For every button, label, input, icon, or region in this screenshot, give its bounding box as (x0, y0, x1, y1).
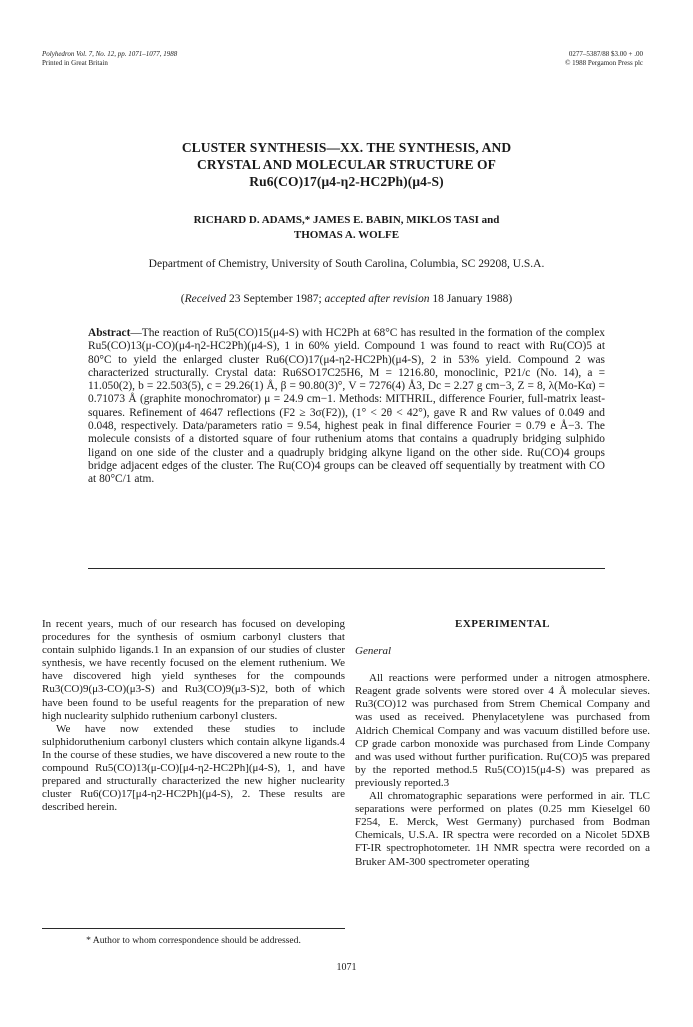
page-number: 1071 (336, 962, 357, 973)
title-line-2: CRYSTAL AND MOLECULAR STRUCTURE OF (197, 157, 496, 172)
accepted-label: accepted after revision (324, 293, 430, 305)
abstract-text: —The reaction of Ru5(CO)15(μ4-S) with HC2Ph at 68°C has resulted in the formation of the complex Ru5(CO)13(μ-CO)(μ4-η2-HC2Ph)(μ4-S), 1 in 60% yield. Compound 1 was found to react with Ru(CO)5 at 80°C to yield the enlarged cluster Ru6(CO)17(μ4-η2-HC2Ph)(μ4-S), 2 in 53% yield. Compound 2 was characterized structurally. Crystal data: Ru6SO17C25H6, M = 1216.80, monoclinic, P21/c (No. 14), a = 11.050(2), b = 22.503(5), c = 29.26(1) Å, β = 90.80(3)°, V = 7276(4) Å3, Dc = 2.27 g cm−3, Z = 8, λ(Mo-Kα) = 0.71073 Å (graphite monochromator) μ = 24.9 cm−1. Methods: MITHRIL, difference Fourier, full-matrix least-squares. Refinement of 4647 reflections (F2 ≥ 3σ(F2)), (1° < 2θ < 42°), gave R and Rw values of 0.049 and 0.048, respectively. Data/parameters ratio = 9.54, highest peak in final difference Fourier = 0.79 e Å−3. The molecule consists of a distorted square of four ruthenium atoms that contains a quadruply bridging sulphido ligand on one side of the cluster and a quadruply bridging alkyne ligand on the other side. Ru(CO)4 groups bridge adjacent edges of the cluster. The Ru(CO)4 groups can be cleaved off sequentially by treatment with CO at 80°C/1 atm. (88, 327, 605, 486)
experimental-paragraph-2: All chromatographic separations were performed in air. TLC separations were performed on plates (0.25 mm Kieselgel 60 F254, E. Merck, West Germany) purchased from Bodman Chemicals, U.S.A. IR spectra were recorded on a Nicolet 5DXB FT-IR spectrophotometer. 1H NMR spectra were recorded on a Bruker AM-300 spectrometer operating (355, 790, 650, 868)
received-date: 23 September 1987; (226, 293, 325, 305)
introduction-column (42, 618, 345, 814)
abstract-label: Abstract (88, 327, 131, 339)
correspondence-footnote: * Author to whom correspondence should be addressed. (86, 935, 301, 946)
affiliation: Department of Chemistry, University of South Carolina, Columbia, SC 29208, U.S.A. (148, 258, 545, 270)
copyright-line: © 1988 Pergamon Press plc (565, 59, 643, 67)
accepted-date: 18 January 1988) (429, 293, 513, 305)
footnote-divider (42, 928, 345, 929)
authors-line-1: RICHARD D. ADAMS,* JAMES E. BABIN, MIKLOS TASI and (193, 214, 500, 226)
subsection-heading-general: General (355, 645, 392, 658)
issn-line: 0277–5387/88 $3.00 + .00 (568, 50, 643, 58)
title-line-3: Ru6(CO)17(μ4-η2-HC2Ph)(μ4-S) (249, 174, 444, 189)
intro-paragraph-1: In recent years, much of our research has focused on developing procedures for the synthesis of osmium carbonyl clusters that contain sulphido ligands.1 In an expansion of our studies of cluster synthesis, we have recently focused on the element ruthenium. We have discovered high yield syntheses for the compounds Ru3(CO)9(μ3-CO)(μ3-S) and Ru3(CO)9(μ3-S)2, both of which have been found to be useful reagents for the preparation of new high nuclearity sulphido ruthenium carbonyl clusters. (42, 618, 345, 722)
author-list (80, 213, 613, 243)
intro-paragraph-2: We have now extended these studies to include sulphidoruthenium carbonyl clusters which contain alkyne ligands.4 In the course of these studies, we have discovered a new route to the compound Ru5(CO)13(μ-CO)[μ4-η2-HC2Ph](μ4-S), 1, and have prepared and structurally characterized the new higher nuclearity cluster Ru6(CO)17[μ4-η2-HC2Ph](μ4-S), 2. These results are described herein. (42, 722, 345, 814)
title-line-1: CLUSTER SYNTHESIS—XX. THE SYNTHESIS, AND (181, 140, 512, 155)
abstract-divider (88, 568, 605, 569)
issn-copyright (500, 50, 643, 68)
journal-line-1: Polyhedron Vol. 7, No. 12, pp. 1071–1077, 1988 (42, 50, 178, 58)
journal-line-2: Printed in Great Britain (42, 59, 108, 67)
received-open: ( (180, 293, 185, 305)
article-title (80, 139, 613, 190)
journal-citation (42, 50, 177, 68)
section-heading-experimental: EXPERIMENTAL (454, 618, 551, 630)
received-label: Received (184, 293, 227, 305)
authors-line-2: THOMAS A. WOLFE (293, 229, 400, 241)
experimental-column (355, 618, 650, 869)
experimental-paragraph-1: All reactions were performed under a nitrogen atmosphere. Reagent grade solvents were stored over 4 Å molecular sieves. Ru3(CO)12 was purchased from Strem Chemical Company and was used as received. Phenylacetylene was purchased from Aldrich Chemical Company and was vacuum distilled before use. CP grade carbon monoxide was purchased from Linde Company and was used without further purification. Ru(CO)5 was prepared by the reported method.5 Ru5(CO)15(μ4-S) was prepared as previously reported.3 (355, 672, 650, 789)
received-dates (60, 292, 633, 307)
abstract (88, 327, 605, 487)
